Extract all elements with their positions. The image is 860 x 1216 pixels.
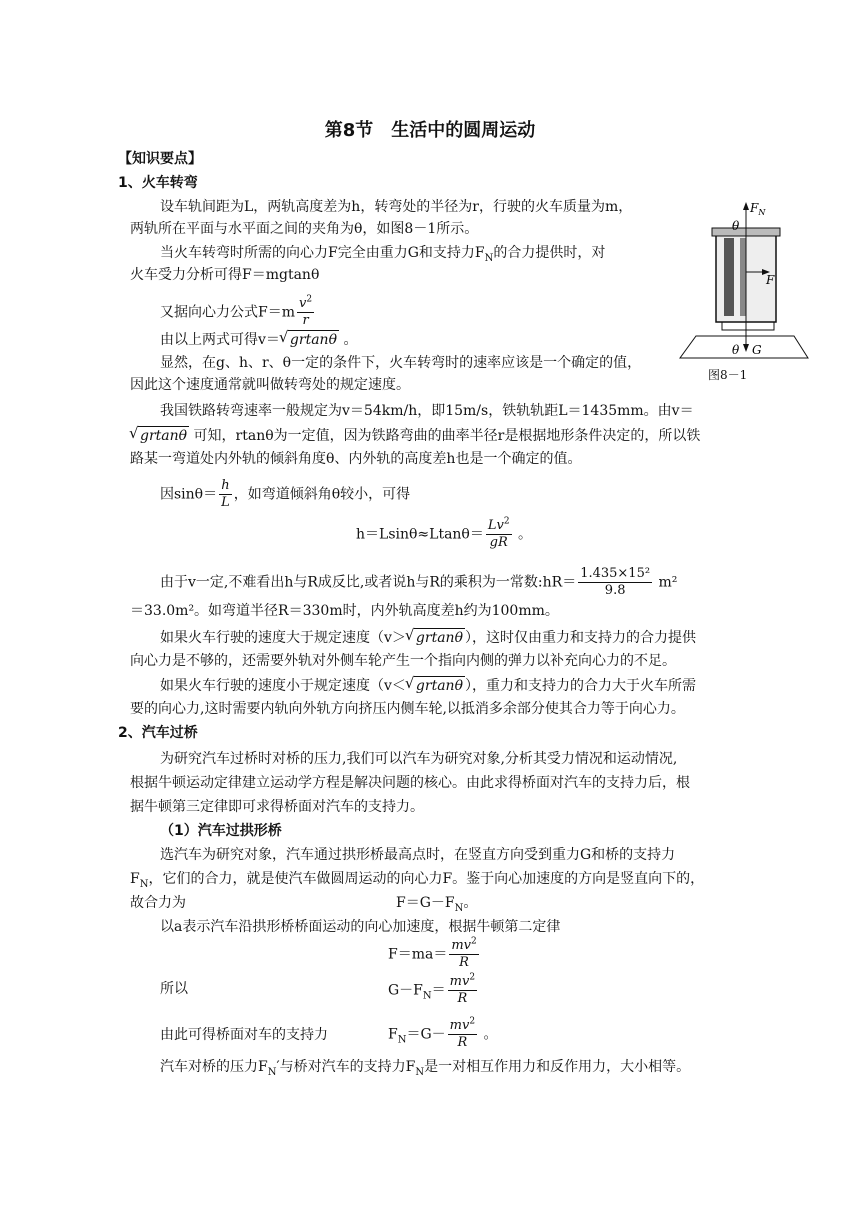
- fraction: $\frac{Lv^2}{gR}$: [487, 516, 510, 550]
- subheading-arch-bridge: （1）汽车过拱形桥: [160, 823, 282, 839]
- fraction: $\frac{mv^2}{R}$: [449, 972, 476, 1006]
- train-stripe: [724, 238, 734, 316]
- label-g: G: [752, 343, 762, 357]
- paragraph-line: 因此这个速度通常就叫做转弯处的规定速度。: [130, 377, 410, 393]
- sqrt-expression: √ grtanθ: [288, 330, 339, 349]
- paragraph-line: 路某一弯道处内外轨的倾斜角度θ、内外轨的高度差h也是一个确定的值。: [130, 451, 582, 467]
- paragraph-line: 设车轨间距为L，两轨高度差为h，转弯处的半径为r，行驶的火车质量为m，: [160, 199, 633, 215]
- paragraph-line: 汽车对桥的压力$F_N'$与桥对汽车的支持力$F_N$是一对相互作用力和反作用力，大小相等。: [160, 1059, 691, 1078]
- paragraph-line: $F_N$，它们的合力，就是使汽车做圆周运动的向心力F。鉴于向心加速度的方向是竖直向下的，: [130, 871, 705, 890]
- paragraph-line: 当火车转弯时所需的向心力F完全由重力G和支持力$F_N$的合力提供时，对: [160, 245, 606, 264]
- paragraph-line: 我国铁路转弯速率一般规定为v＝54km/h，即15m/s，铁轨轨距L＝1435mm。由v＝: [160, 403, 694, 419]
- section-header: 【知识要点】: [118, 151, 202, 167]
- paragraph-line: 故合力为: [130, 895, 186, 911]
- fraction: $\frac{mv^2}{R}$: [449, 1016, 476, 1050]
- formula-line: 由以上两式可得v＝√ grtanθ 。: [160, 330, 357, 349]
- paragraph-line: ＝33.0m²。如弯道半径R＝330m时，内外轨高度差h约为100mm。: [130, 603, 559, 619]
- paragraph-line: 显然，在g、h、r、θ一定的条件下，火车转弯时的速率应该是一个确定的值，: [160, 355, 642, 371]
- subheading-train-turn: 1、火车转弯: [118, 175, 198, 191]
- label-f: F: [766, 273, 775, 287]
- paragraph-line: 由此可得桥面对车的支持力: [160, 1027, 328, 1043]
- paragraph-line: 选汽车为研究对象，汽车通过拱形桥最高点时，在竖直方向受到重力G和桥的支持力: [160, 847, 676, 863]
- formula-line: 因sinθ＝ $\frac{h}{L}$ ，如弯道倾斜角θ较小，可得: [160, 478, 411, 510]
- fraction: $\frac{\text{1.435×15²}}{9.8}$: [580, 566, 651, 598]
- figure-caption: 图8－1: [708, 368, 748, 382]
- paragraph-line: 两轨所在平面与水平面之间的夹角为θ，如图8－1所示。: [130, 221, 479, 237]
- paragraph-line: 如果火车行驶的速度大于规定速度（v＞√ grtanθ ），这时仅由重力和支持力的合力提供: [160, 628, 696, 647]
- arrowhead: [743, 344, 749, 352]
- equation: $F_N=G-$ $\frac{mv^2}{R}$ 。: [388, 1016, 498, 1050]
- paragraph-line: 如果火车行驶的速度小于规定速度（v＜√ grtanθ ），重力和支持力的合力大于火车所需: [160, 676, 696, 695]
- paragraph-line: 据牛顿第三定律即可求得桥面对汽车的支持力。: [130, 799, 424, 815]
- paragraph-line: 火车受力分析可得F＝mgtanθ: [130, 267, 320, 283]
- fraction: $\frac{v^2}{r}$: [299, 294, 313, 328]
- formula-line: 又据向心力公式F＝m $\frac{v^2}{r}$: [160, 294, 313, 328]
- equation: $F=G-F_N$。: [396, 895, 478, 914]
- label-theta-bottom: θ: [732, 343, 740, 357]
- paragraph-line: 根据牛顿运动定律建立运动学方程是解决问题的核心。由此求得桥面对汽车的支持力后，根: [130, 775, 690, 791]
- subheading-car-bridge: 2、汽车过桥: [118, 725, 198, 741]
- train-force-diagram: [674, 198, 814, 378]
- equation: $G-F_N=$ $\frac{mv^2}{R}$: [388, 972, 476, 1006]
- track-plane: [680, 336, 808, 358]
- paragraph-line: √ grtanθ 可知，rtanθ为一定值，因为铁路弯曲的曲率半径r是根据地形条件决定的，所以铁: [130, 426, 700, 445]
- label-so: 所以: [160, 981, 188, 997]
- train-stripe: [740, 238, 746, 316]
- equation: F＝ma＝ $\frac{mv^2}{R}$: [388, 936, 477, 970]
- arrowhead: [743, 202, 749, 210]
- fraction: $\frac{h}{L}$: [221, 478, 230, 510]
- formula-line: 由于v一定,不难看出h与R成反比,或者说h与R的乘积为一常数:hR＝ $\frac{\text{1.435×15²}}{9.8}$ m²: [160, 566, 678, 598]
- label-fn: $F_N$: [750, 201, 766, 217]
- page-title: 第8节 生活中的圆周运动: [324, 120, 536, 141]
- bogie: [722, 322, 774, 330]
- equation: h＝Lsinθ≈Ltanθ＝ $\frac{Lv^2}{gR}$ 。: [356, 516, 533, 550]
- paragraph-line: 向心力是不够的，还需要外轨对外侧车轮产生一个指向内侧的弹力以补充向心力的不足。: [130, 653, 676, 669]
- paragraph-line: 以a表示汽车沿拱形桥桥面运动的向心加速度，根据牛顿第二定律: [160, 919, 561, 935]
- label-theta-top: θ: [732, 219, 740, 233]
- paragraph-line: 要的向心力,这时需要内轨向外轨方向挤压内侧车轮,以抵消多余部分使其合力等于向心力。: [130, 701, 685, 717]
- fraction: $\frac{mv^2}{R}$: [451, 936, 477, 970]
- paragraph-line: 为研究汽车过桥时对桥的压力,我们可以汽车为研究对象,分析其受力情况和运动情况,: [160, 751, 678, 767]
